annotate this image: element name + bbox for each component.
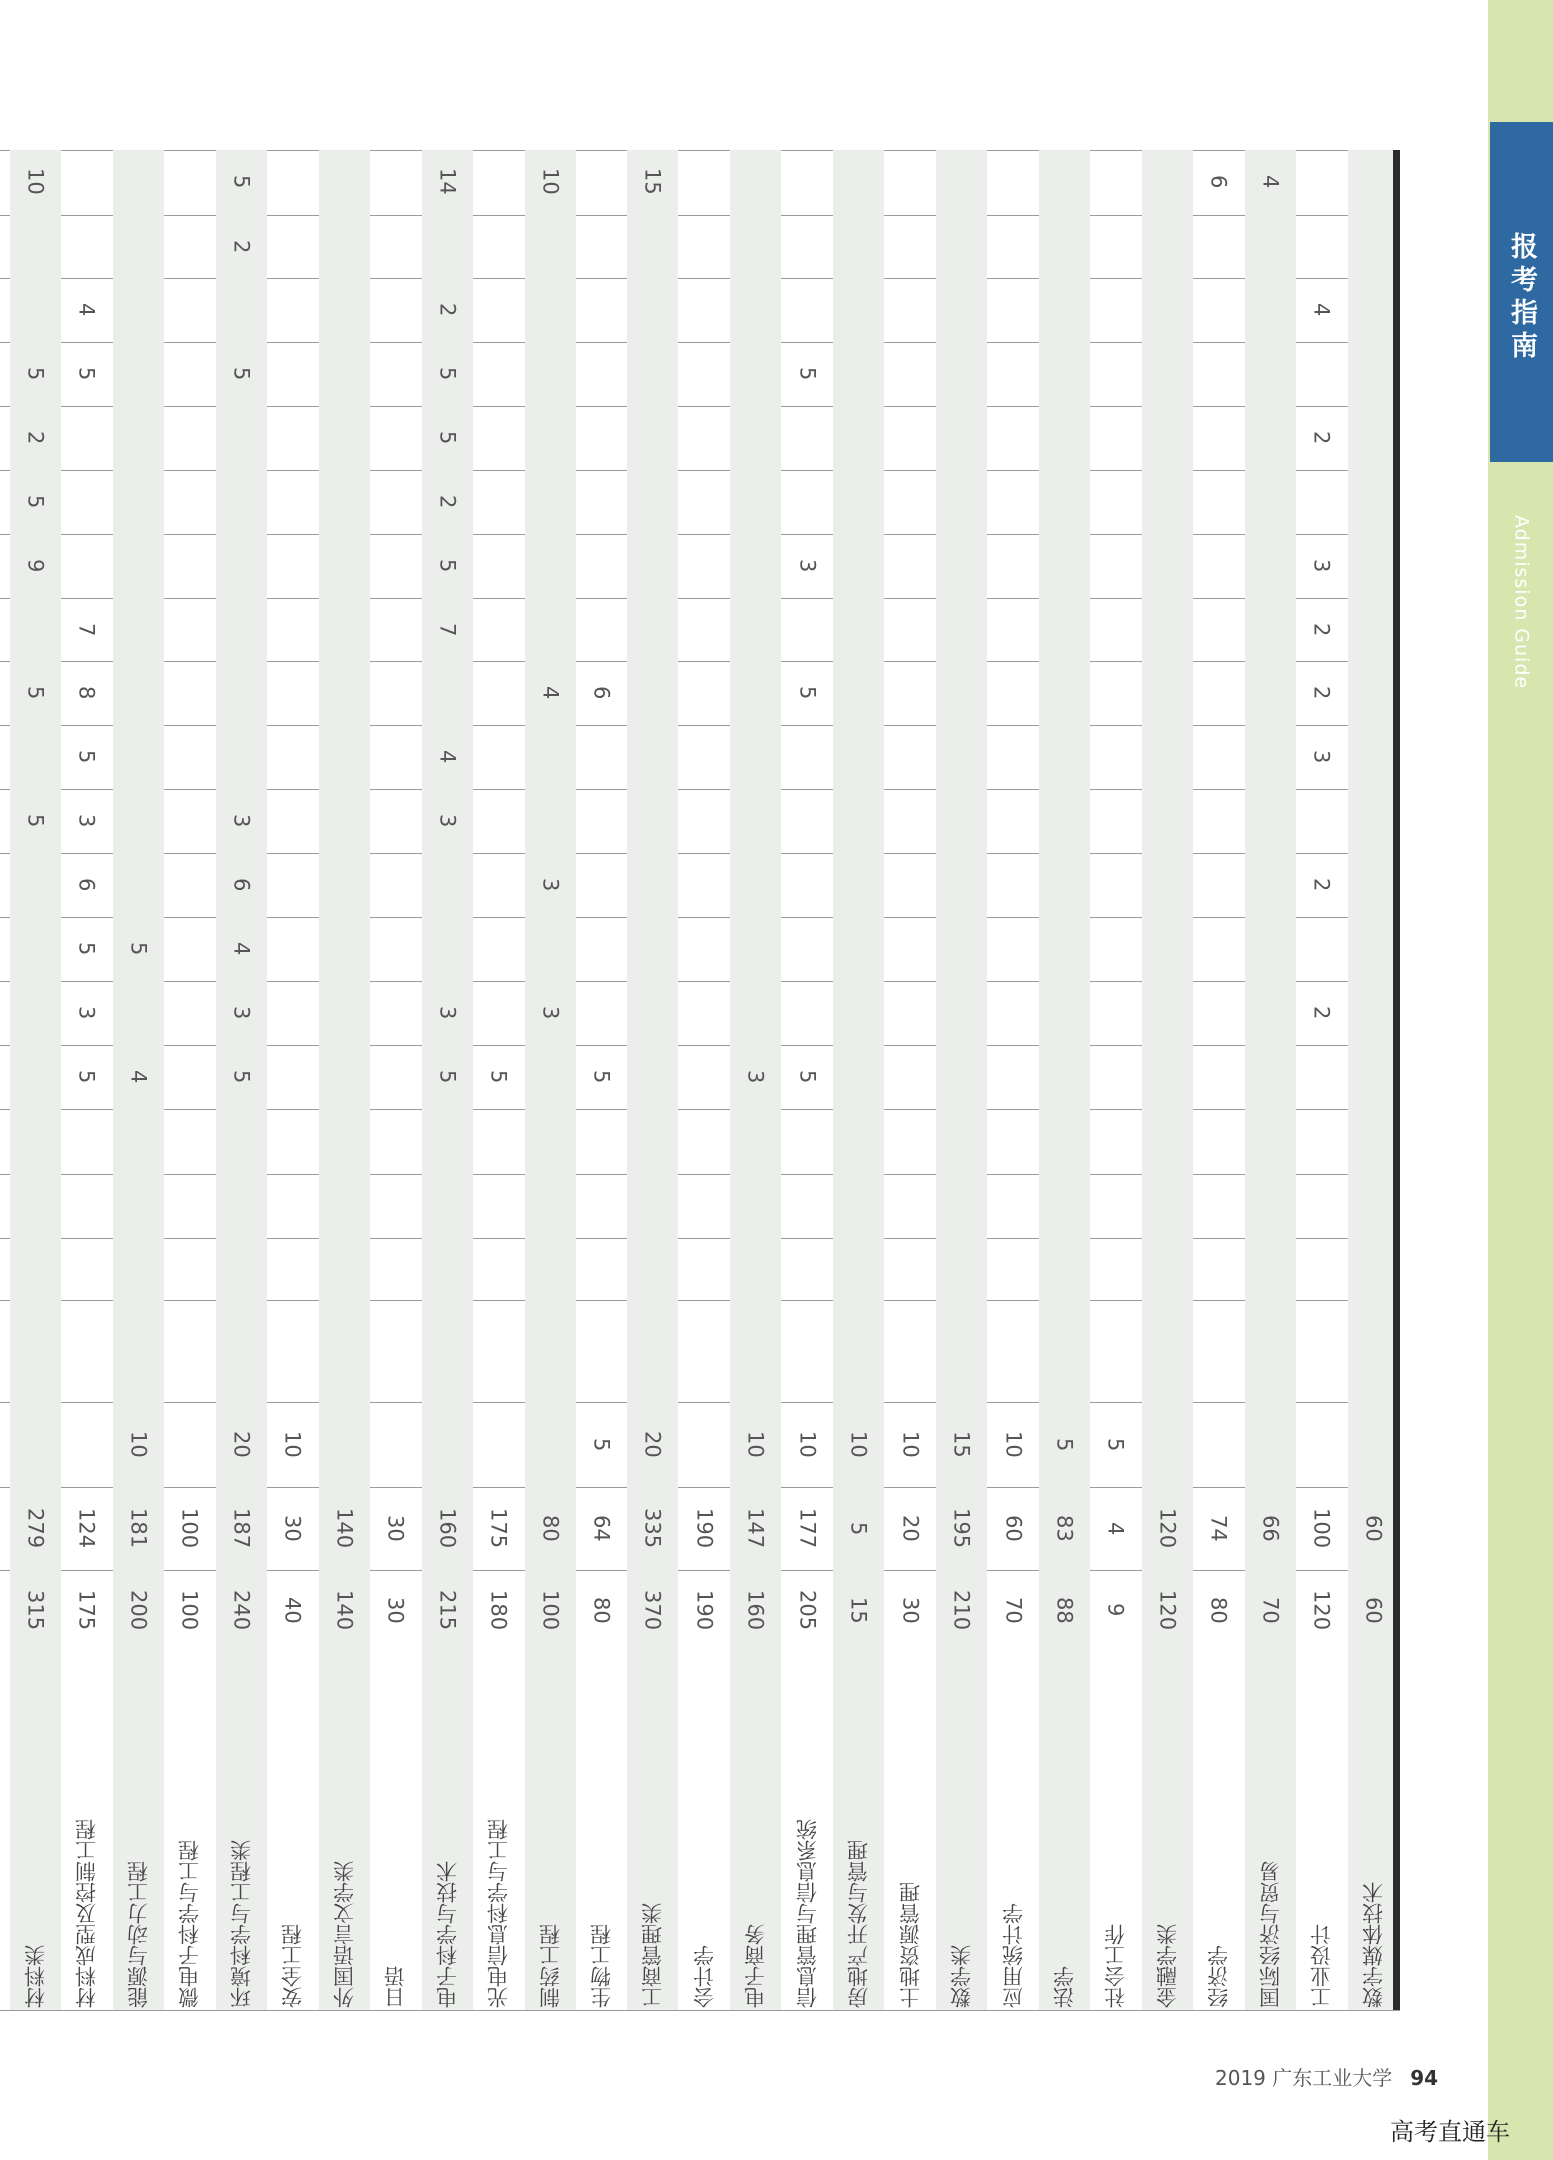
total-plan: 30 [383, 1596, 408, 1624]
province-plan: 10 [23, 168, 48, 195]
plan-guangdong: 4 [1103, 1521, 1128, 1536]
major-name: 房地产开发与管理 [846, 1840, 871, 2008]
total-plan: 70 [1258, 1596, 1283, 1624]
province-plan: 4 [74, 302, 99, 317]
province-plan: 3 [229, 813, 254, 828]
province-plan: 5 [74, 366, 99, 381]
footer-school: 2019 广东工业大学 [1215, 2066, 1393, 2090]
section-tab-label: 报考指南 [1506, 232, 1537, 364]
province-plan: 3 [74, 1005, 99, 1020]
province-plan: 6 [74, 877, 99, 892]
province-plan: 14 [435, 168, 460, 195]
province-plan: 2 [435, 494, 460, 509]
total-plan: 205 [795, 1589, 820, 1631]
province-plan: 5 [126, 941, 151, 956]
total-plan: 370 [640, 1589, 665, 1631]
province-plan: 5 [435, 558, 460, 573]
total-plan: 80 [1206, 1596, 1231, 1624]
plan-other: 10 [280, 1431, 305, 1458]
plan-other: 5 [1103, 1437, 1128, 1452]
plan-guangdong: 195 [949, 1508, 974, 1549]
province-plan: 4 [1309, 302, 1334, 317]
province-plan: 3 [229, 1005, 254, 1020]
province-plan: 3 [74, 813, 99, 828]
major-name: 制药工程 [538, 1924, 563, 2008]
province-plan: 3 [743, 1069, 768, 1084]
major-name: 材料成型及控制工程 [74, 1819, 99, 2008]
major-name: 会计学 [692, 1945, 717, 2008]
province-plan: 5 [486, 1069, 511, 1084]
province-plan: 4 [126, 1069, 151, 1084]
plan-other: 10 [743, 1431, 768, 1458]
province-plan: 2 [435, 302, 460, 317]
province-plan: 2 [229, 239, 254, 254]
province-plan: 3 [538, 1005, 563, 1020]
province-plan: 5 [435, 1069, 460, 1084]
total-plan: 190 [692, 1589, 717, 1631]
province-plan: 5 [795, 1069, 820, 1084]
major-name: 数字媒体技术 [1361, 1882, 1386, 2008]
major-name: 外国语言文学类 [332, 1861, 357, 2008]
province-plan: 3 [538, 877, 563, 892]
plan-guangdong: 124 [74, 1508, 99, 1549]
plan-other: 10 [795, 1431, 820, 1458]
province-plan: 2 [1309, 877, 1334, 892]
plan-guangdong: 100 [1309, 1508, 1334, 1549]
major-name: 应用统计学 [1001, 1903, 1026, 2008]
total-plan: 9 [1103, 1603, 1128, 1617]
major-name: 法学 [1052, 1966, 1077, 2008]
province-plan: 3 [1309, 749, 1334, 764]
plan-other: 10 [1001, 1431, 1026, 1458]
plan-guangdong: 74 [1206, 1515, 1231, 1542]
total-plan: 160 [743, 1589, 768, 1631]
province-plan: 6 [229, 877, 254, 892]
total-plan: 210 [949, 1589, 974, 1631]
plan-guangdong: 177 [795, 1508, 820, 1549]
province-plan: 5 [229, 366, 254, 381]
table-border [1393, 150, 1400, 2010]
plan-other: 10 [898, 1431, 923, 1458]
plan-guangdong: 5 [846, 1521, 871, 1536]
total-plan: 70 [1001, 1596, 1026, 1624]
total-plan: 30 [898, 1596, 923, 1624]
major-name: 金融学类 [1155, 1924, 1180, 2008]
watermark: 高考直通车 [1390, 2118, 1510, 2146]
major-name: 生物工程 [589, 1924, 614, 2008]
total-plan: 15 [846, 1596, 871, 1624]
province-plan: 4 [229, 941, 254, 956]
plan-guangdong: 64 [589, 1515, 614, 1542]
province-plan: 5 [229, 1069, 254, 1084]
plan-other: 5 [589, 1437, 614, 1452]
province-plan: 4 [538, 685, 563, 700]
plan-other: 10 [126, 1431, 151, 1458]
plan-other: 10 [846, 1431, 871, 1458]
major-name: 国际经济与贸易 [1258, 1861, 1283, 2008]
province-plan: 4 [435, 749, 460, 764]
major-name: 经济学 [1206, 1945, 1231, 2008]
province-plan: 5 [795, 685, 820, 700]
province-plan: 4 [1258, 174, 1283, 189]
province-plan: 5 [74, 941, 99, 956]
major-name: 安全工程 [280, 1924, 305, 2008]
major-name: 日语 [383, 1966, 408, 2008]
plan-guangdong: 140 [332, 1508, 357, 1549]
major-name: 电子科学与技术 [435, 1861, 460, 2008]
total-plan: 200 [126, 1589, 151, 1631]
grid-line [0, 2010, 1400, 2011]
plan-guangdong: 335 [640, 1508, 665, 1549]
total-plan: 215 [435, 1589, 460, 1631]
total-plan: 80 [589, 1596, 614, 1624]
province-plan: 5 [23, 685, 48, 700]
plan-guangdong: 60 [1001, 1515, 1026, 1542]
plan-other: 5 [1052, 1437, 1077, 1452]
province-plan: 5 [435, 366, 460, 381]
province-plan: 5 [74, 1069, 99, 1084]
plan-other: 20 [640, 1431, 665, 1458]
province-plan: 5 [795, 366, 820, 381]
major-name: 工业设计 [1309, 1924, 1334, 2008]
plan-guangdong: 30 [280, 1515, 305, 1542]
total-plan: 100 [538, 1589, 563, 1631]
province-plan: 5 [23, 494, 48, 509]
total-plan: 240 [229, 1589, 254, 1631]
plan-guangdong: 160 [435, 1508, 460, 1549]
total-plan: 120 [1155, 1589, 1180, 1631]
province-plan: 5 [435, 430, 460, 445]
total-plan: 315 [23, 1589, 48, 1631]
plan-guangdong: 30 [383, 1515, 408, 1542]
plan-guangdong: 279 [23, 1508, 48, 1549]
major-name: 能源与动力工程 [126, 1861, 151, 2008]
total-plan: 100 [177, 1589, 202, 1631]
major-name: 光电信息科学与工程 [486, 1819, 511, 2008]
province-plan: 7 [435, 622, 460, 637]
province-plan: 5 [589, 1069, 614, 1084]
province-plan: 3 [435, 1005, 460, 1020]
major-name: 环境科学与工程类 [229, 1840, 254, 2008]
plan-guangdong: 147 [743, 1508, 768, 1549]
province-plan: 15 [640, 168, 665, 195]
total-plan: 180 [486, 1589, 511, 1631]
province-plan: 6 [589, 685, 614, 700]
page-footer [1215, 2062, 1438, 2091]
plan-guangdong: 190 [692, 1508, 717, 1549]
province-plan: 5 [23, 813, 48, 828]
province-plan: 3 [435, 813, 460, 828]
section-subtitle: Admission Guide [1510, 515, 1533, 690]
province-plan: 8 [74, 685, 99, 700]
province-plan: 5 [23, 366, 48, 381]
major-name: 数学类 [949, 1945, 974, 2008]
plan-guangdong: 83 [1052, 1515, 1077, 1542]
province-plan: 5 [74, 749, 99, 764]
plan-guangdong: 175 [486, 1508, 511, 1549]
province-plan: 9 [23, 558, 48, 573]
province-plan: 2 [1309, 430, 1334, 445]
province-plan: 3 [1309, 558, 1334, 573]
province-plan: 6 [1206, 174, 1231, 189]
province-plan: 7 [74, 622, 99, 637]
total-plan: 140 [332, 1589, 357, 1631]
plan-other: 15 [949, 1431, 974, 1458]
province-plan: 3 [795, 558, 820, 573]
major-name: 土地资源管理 [898, 1882, 923, 2008]
admission-plan-table [0, 150, 1400, 2010]
plan-guangdong: 120 [1155, 1508, 1180, 1549]
plan-guangdong: 60 [1361, 1515, 1386, 1542]
total-plan: 40 [280, 1596, 305, 1624]
major-name: 电子商务 [743, 1924, 768, 2008]
major-name: 材料类 [23, 1945, 48, 2008]
plan-guangdong: 181 [126, 1508, 151, 1549]
total-plan: 60 [1361, 1596, 1386, 1624]
province-plan: 5 [229, 174, 254, 189]
plan-guangdong: 66 [1258, 1515, 1283, 1542]
page-number: 94 [1410, 2066, 1439, 2090]
plan-guangdong: 20 [898, 1515, 923, 1542]
total-plan: 88 [1052, 1596, 1077, 1624]
major-name: 社会工作 [1103, 1924, 1128, 2008]
province-plan: 2 [23, 430, 48, 445]
province-plan: 2 [1309, 622, 1334, 637]
province-plan: 10 [538, 168, 563, 195]
major-name: 工商管理类 [640, 1903, 665, 2008]
plan-guangdong: 100 [177, 1508, 202, 1549]
plan-other: 20 [229, 1431, 254, 1458]
plan-guangdong: 187 [229, 1508, 254, 1549]
major-name: 微电子科学与工程 [177, 1840, 202, 2008]
province-plan: 2 [1309, 1005, 1334, 1020]
total-plan: 175 [74, 1589, 99, 1631]
major-name: 信息管理与信息系统 [795, 1819, 820, 2008]
province-plan: 2 [1309, 685, 1334, 700]
total-plan: 120 [1309, 1589, 1334, 1631]
plan-guangdong: 80 [538, 1515, 563, 1542]
